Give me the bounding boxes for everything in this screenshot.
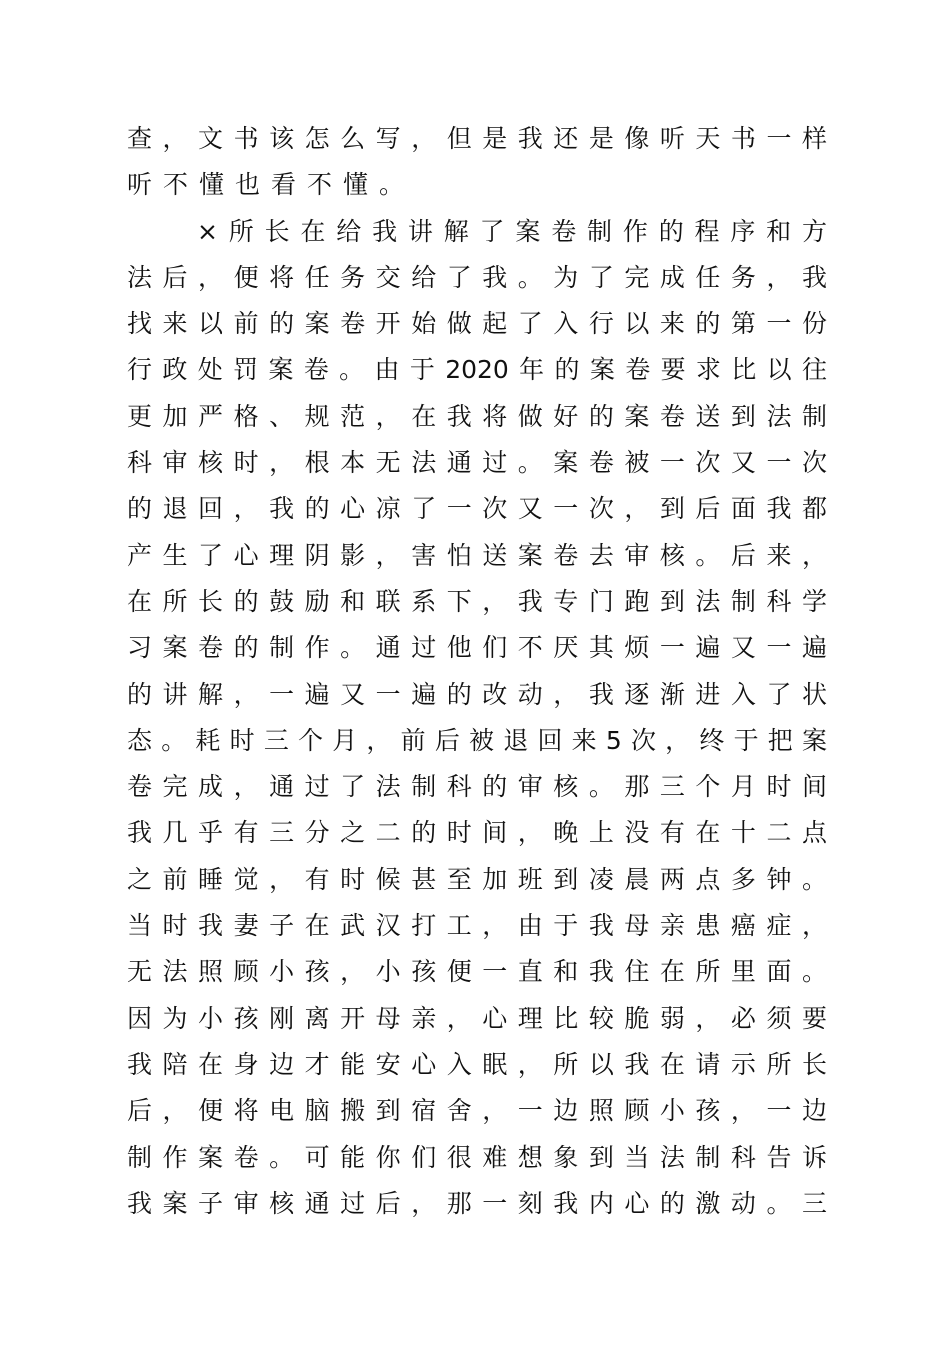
text-line: 制作案卷。可能你们很难想象到当法制科告诉 xyxy=(127,1142,827,1172)
text-line: 我几乎有三分之二的时间，晚上没有在十二点 xyxy=(127,818,827,848)
text-line: 产生了心理阴影，害怕送案卷去审核。后来， xyxy=(127,540,827,570)
text-line: 习案卷的制作。通过他们不厌其烦一遍又一遍 xyxy=(127,633,827,663)
text-line: ×所长在给我讲解了案卷制作的程序和方 xyxy=(197,216,827,246)
text-line: 查，文书该怎么写，但是我还是像听天书一样 xyxy=(127,124,827,153)
text-line: 行政处罚案卷。由于2020年的案卷要求比以往 xyxy=(127,355,827,385)
text-line: 我案子审核通过后，那一刻我内心的激动。三 xyxy=(127,1188,827,1218)
text-line: 的退回，我的心凉了一次又一次，到后面我都 xyxy=(127,494,827,524)
text-line: 我陪在身边才能安心入眠，所以我在请示所长 xyxy=(127,1049,827,1079)
text-line: 态。耗时三个月，前后被退回来5次，终于把案 xyxy=(127,725,827,755)
text-line: 当时我妻子在武汉打工，由于我母亲患癌症， xyxy=(127,911,827,941)
text-line: 找来以前的案卷开始做起了入行以来的第一份 xyxy=(127,309,827,339)
text-line: 在所长的鼓励和联系下，我专门跑到法制科学 xyxy=(127,586,827,616)
text-line: 听不懂也看不懂。 xyxy=(127,170,416,200)
text-line: 之前睡觉，有时候甚至加班到凌晨两点多钟。 xyxy=(127,864,827,894)
text-line: 的讲解，一遍又一遍的改动，我逐渐进入了状 xyxy=(127,679,827,709)
text-line: 卷完成，通过了法制科的审核。那三个月时间 xyxy=(127,772,827,802)
text-line: 更加严格、规范，在我将做好的案卷送到法制 xyxy=(127,401,827,431)
text-line: 因为小孩刚离开母亲，心理比较脆弱，必须要 xyxy=(127,1003,827,1033)
body-text xyxy=(127,116,827,1227)
text-line: 法后，便将任务交给了我。为了完成任务，我 xyxy=(127,262,827,292)
text-line: 后，便将电脑搬到宿舍，一边照顾小孩，一边 xyxy=(127,1096,827,1126)
text-line: 科审核时，根本无法通过。案卷被一次又一次 xyxy=(127,448,827,478)
text-line: 无法照顾小孩，小孩便一直和我住在所里面。 xyxy=(127,957,827,987)
